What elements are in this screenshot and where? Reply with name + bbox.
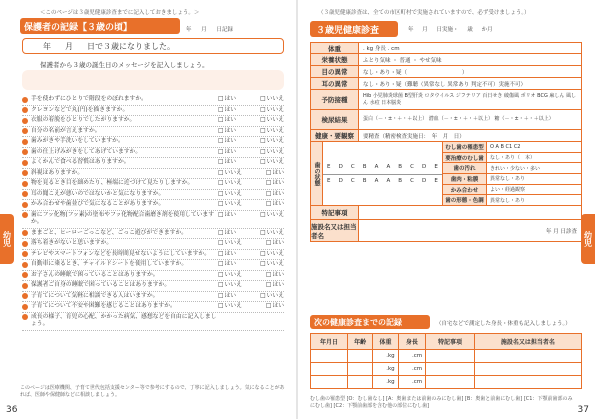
tooth-label[interactable]: D — [422, 164, 427, 170]
checklist-question: 歯みがきや手洗いをしていますか。 — [31, 138, 124, 144]
bullet-icon — [22, 230, 28, 236]
answer-checkbox[interactable]: □ はい — [218, 128, 236, 136]
health-row-value[interactable]: . kg 身長 . cm — [363, 46, 400, 52]
side-tab: 幼児 — [0, 214, 14, 264]
record-date: 年 月 日診査 — [545, 228, 577, 235]
checklist-answers — [218, 212, 284, 220]
teeth-side-row — [443, 153, 581, 164]
answer-checkbox[interactable]: □ いいえ — [218, 303, 242, 311]
checklist-question: お子さんの睡眠で困っていることはありますか。 — [31, 271, 159, 278]
checklist-answers — [218, 201, 284, 209]
bottom-note: むし歯の罹患型 [O：むし歯なし] [A：奥歯または前歯のみにむし歯] [B：奥歯と前歯にむし歯] [C1：下顎前歯部のみにむし歯] [C2：下顎前歯部を含む他の部位にむし歯] — [310, 396, 573, 409]
table-cell[interactable] — [474, 363, 581, 376]
answer-checkbox[interactable]: □ いいえ — [260, 107, 284, 115]
checklist-item — [22, 302, 284, 313]
bullet-icon — [22, 191, 28, 197]
page-number: 36 — [6, 405, 18, 415]
teeth-side-row — [443, 185, 581, 196]
answer-checkbox[interactable]: □ はい — [266, 240, 284, 248]
checklist-answers — [218, 128, 284, 136]
answer-checkbox[interactable]: □ いいえ — [260, 96, 284, 104]
table-header: 年月日 — [311, 334, 348, 350]
table-cell[interactable] — [311, 376, 348, 389]
checklist-answers — [218, 138, 284, 146]
checklist-question: クレヨンなどで丸(円)を描きますか。 — [31, 106, 129, 113]
tooth-label[interactable]: D — [422, 178, 427, 184]
answer-checkbox[interactable]: □ はい — [266, 170, 284, 178]
table-row — [311, 363, 582, 376]
checklist-item — [22, 127, 284, 138]
checklist-question: かみ合わせや歯並びで気になることがありますか。 — [31, 201, 165, 207]
checklist-question: 子育てについて不安や困難を感じることはありますか。 — [31, 303, 176, 309]
checklist-item — [22, 148, 284, 159]
bullet-icon — [22, 212, 28, 218]
answer-checkbox[interactable]: □ いいえ — [260, 159, 284, 167]
answer-checkbox[interactable]: □ はい — [266, 180, 284, 188]
answer-checkbox[interactable]: □ はい — [218, 149, 236, 157]
record-date[interactable]: 年 月 日記録 — [186, 27, 234, 33]
bullet-icon — [22, 139, 28, 145]
bullet-icon — [22, 272, 28, 278]
checklist-item — [22, 190, 284, 201]
table-cell[interactable] — [348, 350, 373, 363]
answer-checkbox[interactable]: □ いいえ — [260, 261, 284, 269]
answer-checkbox[interactable]: □ いいえ — [260, 117, 284, 125]
teeth-side-value[interactable]: よい・経過観察 — [490, 187, 526, 194]
answer-checkbox[interactable]: □ いいえ — [218, 201, 242, 209]
bullet-icon — [22, 314, 28, 320]
checklist-question: 斜視はありますか。 — [31, 169, 84, 176]
checklist-answers — [218, 117, 284, 125]
tooth-label[interactable]: B — [362, 178, 367, 184]
teeth-side-value[interactable]: きれい・少ない・多い — [490, 165, 541, 172]
checklist-answers — [218, 282, 284, 290]
teeth-section — [310, 142, 582, 206]
checklist-question: 歯にフッ化物(フッ素)の塗布やフッ化物配合歯磨き剤を使用していますか。 — [31, 211, 215, 225]
special-row: 特記事項 — [310, 206, 582, 220]
teeth-side-row — [443, 195, 581, 205]
checklist-item — [22, 250, 284, 261]
bullet-icon — [22, 170, 28, 176]
checklist-answers — [218, 170, 284, 178]
answer-checkbox[interactable]: □ はい — [218, 251, 236, 259]
answer-checkbox[interactable]: □ はい — [266, 201, 284, 209]
bullet-icon — [22, 262, 28, 268]
table-header: 年齢 — [348, 334, 373, 350]
checklist-item — [22, 292, 284, 303]
checklist-item — [22, 239, 284, 250]
tooth-label[interactable]: B — [362, 164, 367, 170]
answer-checkbox[interactable]: □ いいえ — [260, 293, 284, 301]
bullet-icon — [22, 128, 28, 134]
bullet-icon — [22, 202, 28, 208]
checklist-question: 落ち着きがないと思いますか。 — [31, 240, 113, 246]
checklist-item — [22, 137, 284, 148]
checklist-item — [22, 179, 284, 190]
answer-checkbox[interactable]: □ いいえ — [218, 170, 242, 178]
health-row — [310, 42, 582, 54]
checklist-question: 耳の聞こえが悪いのではないかと気になりますか。 — [31, 190, 165, 197]
next-section-title: 次の健康診査までの記録 — [310, 315, 430, 329]
checklist-answers — [218, 303, 284, 311]
checklist-question: 自動車に乗るとき、チャイルドシートを使用していますか。 — [31, 261, 188, 267]
health-row-label: 体重 — [311, 43, 359, 53]
tooth-label[interactable]: C — [410, 164, 414, 170]
tooth-label[interactable]: C — [350, 164, 355, 170]
checklist-question: 子育てについて気軽に相談できる人はいますか。 — [31, 292, 159, 299]
tooth-label[interactable]: C — [350, 178, 355, 184]
answer-checkbox[interactable]: □ いいえ — [218, 180, 242, 188]
teeth-side-label: 歯の汚れ — [443, 163, 487, 173]
teeth-side-value[interactable]: O A B C1 C2 — [490, 143, 521, 150]
tooth-label[interactable]: B — [398, 164, 403, 170]
teeth-side-value[interactable]: なし・あり（ 本） — [490, 155, 536, 161]
tooth-label[interactable]: D — [338, 164, 343, 170]
bullet-icon — [22, 181, 28, 187]
table-header: 特記事項 — [426, 334, 475, 350]
header-note: ＜このページは３歳児健康診査までに記入しておきましょう。＞ — [40, 10, 200, 16]
tooth-label[interactable]: A — [386, 164, 391, 170]
health-row-label: 健康・要観察 — [311, 130, 359, 141]
answer-checkbox[interactable]: □ いいえ — [260, 212, 284, 220]
health-row-value[interactable]: 蛋白（－・±・＋・＋以上） 潜血（－・±・＋・＋以上） 糖（－・±・＋・＋以上） — [363, 116, 554, 123]
header-note: （３歳児健康診査は、全ての市区町村で実施されていますので、必ず受けましょう。） — [318, 10, 530, 16]
table-row — [311, 350, 582, 363]
exam-date[interactable]: 年 月 日実施・ 歳 か月 — [408, 27, 493, 33]
checklist-question: テレビやスマートフォンなどを長時間見せないようにしていますか。 — [31, 250, 211, 257]
bullet-icon — [22, 160, 28, 166]
table-row — [311, 376, 582, 389]
checklist — [22, 95, 284, 331]
tooth-label[interactable]: E — [434, 178, 438, 184]
left-page — [0, 0, 297, 419]
checklist-item — [22, 281, 284, 292]
bullet-icon — [22, 283, 28, 289]
checklist-answers — [218, 230, 284, 238]
bottom-note: このページは医療機関、子育て世代包括支援センター等で参考にするので、丁寧に記入しましょう。気になることがあれば、医師や保健師などに相談しましょう。 — [20, 385, 285, 398]
answer-checkbox[interactable]: □ いいえ — [260, 149, 284, 157]
teeth-side-label: むし歯の罹患型 — [443, 142, 487, 152]
table-header: 身長 — [398, 334, 426, 350]
checklist-question: 歯の仕上げみがきをしてあげていますか。 — [31, 148, 142, 155]
answer-checkbox[interactable]: □ はい — [218, 230, 236, 238]
health-row-label: 予防接種 — [311, 90, 359, 109]
health-row — [310, 110, 582, 130]
health-row — [310, 66, 582, 78]
teeth-side-value[interactable]: 異常なし・あり — [490, 176, 526, 183]
table-cell[interactable] — [474, 350, 581, 363]
table-cell[interactable]: .kg — [373, 376, 398, 389]
checklist-answers — [218, 107, 284, 115]
tooth-label[interactable]: A — [386, 178, 391, 184]
checklist-item — [22, 211, 284, 229]
answer-checkbox[interactable]: □ はい — [266, 303, 284, 311]
answer-checkbox[interactable]: □ いいえ — [260, 138, 284, 146]
checklist-answers — [218, 293, 284, 301]
teeth-side-row — [443, 163, 581, 174]
tooth-label[interactable]: D — [338, 178, 343, 184]
message-label: 保護者から３歳の誕生日のメッセージを記入しましょう。 — [40, 61, 209, 69]
page-title: ３歳児健康診査 — [310, 21, 398, 37]
teeth-chart[interactable] — [323, 142, 443, 205]
teeth-side-label: 歯の形態・色調 — [443, 195, 487, 205]
answer-checkbox[interactable]: □ いいえ — [218, 282, 242, 290]
checklist-question: よくかんで食べる習慣はありますか。 — [31, 159, 130, 165]
table-cell[interactable]: .kg — [373, 363, 398, 376]
teeth-side-label: 要治療のむし歯 — [443, 153, 487, 163]
checklist-item — [22, 95, 284, 106]
health-row-value[interactable]: なし・あり・疑（難聴（異常なし 異常あり 判定不可）実施不可） — [363, 81, 526, 88]
table-cell[interactable] — [426, 376, 475, 389]
teeth-side-row — [443, 174, 581, 185]
health-row-label: 目の異常 — [311, 66, 359, 77]
checklist-item — [22, 229, 284, 240]
table-cell[interactable] — [426, 363, 475, 376]
table-cell[interactable]: .cm — [398, 350, 426, 363]
birthday-field[interactable]: 年 月 日で３歳になりました。 — [22, 38, 284, 54]
bullet-icon — [22, 107, 28, 113]
tooth-label[interactable]: E — [327, 178, 331, 184]
answer-checkbox[interactable]: □ いいえ — [218, 272, 242, 280]
health-row-label: 耳の異常 — [311, 78, 359, 89]
checklist-item — [22, 158, 284, 169]
answer-checkbox[interactable]: □ はい — [218, 261, 236, 269]
answer-checkbox[interactable]: □ はい — [266, 191, 284, 199]
answer-checkbox[interactable]: □ いいえ — [218, 191, 242, 199]
teeth-side-value[interactable]: 異常なし・あり — [490, 197, 526, 204]
tooth-label[interactable]: B — [398, 178, 403, 184]
checklist-item — [22, 271, 284, 282]
teeth-side-label: かみ合わせ — [443, 185, 487, 195]
answer-checkbox[interactable]: □ はい — [218, 107, 236, 115]
bullet-icon — [22, 97, 28, 103]
next-record-table — [310, 333, 582, 389]
teeth-side-label: 歯肉・粘膜 — [443, 174, 487, 184]
answer-checkbox[interactable]: □ いいえ — [260, 128, 284, 136]
tooth-label[interactable]: C — [410, 178, 414, 184]
answer-checkbox[interactable]: □ はい — [218, 212, 236, 220]
health-row — [310, 78, 582, 90]
bullet-icon — [22, 251, 28, 257]
answer-checkbox[interactable]: □ いいえ — [260, 251, 284, 259]
checklist-question: 自分の名前が言えますか。 — [31, 127, 101, 134]
checklist-item — [22, 169, 284, 180]
checklist-answers — [218, 272, 284, 280]
checklist-answers — [218, 180, 284, 188]
facility-row: 施設名又は担当者名 年 月 日診査 — [310, 220, 582, 242]
bullet-icon — [22, 293, 28, 299]
answer-checkbox[interactable]: □ はい — [218, 117, 236, 125]
table-cell[interactable] — [311, 350, 348, 363]
health-row-value[interactable]: 要精査（精密検査実施日： 年 月 日） — [363, 133, 465, 140]
checklist-question: 成長の様子、育児の心配、かかった病気、感想などを自由に記入しましょう。 — [31, 313, 217, 327]
health-row-value[interactable]: Hib 小児肺炎球菌 B型肝炎 ロタウイルス ジフテリア 百日せき 破傷風 ポリオ BCG 麻しん 風しん 水痘 日本脳炎 — [363, 93, 577, 106]
checklist-question: 保護者ご自身の睡眠で困っていることはありますか。 — [31, 282, 171, 288]
checklist-question: 衣服の着脱をひとりでしたがりますか。 — [31, 117, 136, 123]
answer-checkbox[interactable]: □ はい — [266, 272, 284, 280]
tooth-label[interactable]: E — [434, 164, 438, 170]
page-number: 37 — [577, 405, 589, 415]
health-check-grid — [310, 42, 582, 242]
checklist-item — [22, 313, 284, 331]
answer-checkbox[interactable]: □ はい — [266, 282, 284, 290]
health-row — [310, 54, 582, 66]
table-header: 施設名又は担当者名 — [474, 334, 581, 350]
answer-checkbox[interactable]: □ はい — [218, 96, 236, 104]
message-area[interactable] — [22, 70, 284, 90]
health-row — [310, 130, 582, 142]
checklist-answers — [218, 191, 284, 199]
checklist-answers — [218, 159, 284, 167]
bullet-icon — [22, 118, 28, 124]
answer-checkbox[interactable]: □ はい — [218, 293, 236, 301]
bullet-icon — [22, 149, 28, 155]
health-row-value[interactable]: ふとり気味 ・ 普通 ・ やせ気味 — [363, 57, 442, 64]
checklist-question: 物を見るとき目を細めたり、極端に近づけて見たりしますか。 — [31, 180, 194, 186]
checklist-item — [22, 200, 284, 211]
table-cell[interactable] — [348, 376, 373, 389]
answer-checkbox[interactable]: □ いいえ — [260, 230, 284, 238]
table-cell[interactable]: .cm — [398, 376, 426, 389]
table-cell[interactable]: .kg — [373, 350, 398, 363]
bullet-icon — [22, 304, 28, 310]
right-page — [298, 0, 595, 419]
checklist-answers — [218, 240, 284, 248]
next-section-note: （自宅などで測定した身長・体重も記入しましょう。） — [436, 321, 571, 327]
checklist-question: ままごと、ヒーローごっこなど、ごっこ遊びができますか。 — [31, 229, 188, 236]
checklist-question: 手を使わずにひとりで階段をのぼれますか。 — [31, 96, 147, 102]
health-row-label: 検尿結果 — [311, 110, 359, 129]
health-row — [310, 90, 582, 110]
tooth-label[interactable]: E — [327, 164, 331, 170]
bullet-icon — [22, 241, 28, 247]
health-row-label: 栄養状態 — [311, 54, 359, 65]
table-cell[interactable] — [348, 363, 373, 376]
side-tab: 幼児 — [581, 214, 595, 264]
checklist-item — [22, 116, 284, 127]
teeth-side-row — [443, 142, 581, 153]
health-row-value[interactable]: なし・あり・疑（ ） — [363, 69, 468, 76]
answer-checkbox[interactable]: □ いいえ — [218, 240, 242, 248]
teeth-label: 歯の状態 — [311, 142, 323, 205]
checklist-answers — [218, 96, 284, 104]
table-cell[interactable] — [426, 350, 475, 363]
table-cell[interactable] — [311, 363, 348, 376]
checklist-item — [22, 260, 284, 271]
answer-checkbox[interactable]: □ はい — [218, 138, 236, 146]
tooth-label[interactable]: A — [374, 164, 379, 170]
table-cell[interactable] — [474, 376, 581, 389]
table-header: 体重 — [373, 334, 398, 350]
page-title: 保護者の記録【３歳の頃】 — [20, 18, 180, 34]
checklist-answers — [218, 251, 284, 259]
tooth-label[interactable]: A — [374, 178, 379, 184]
checklist-answers — [218, 149, 284, 157]
checklist-answers — [218, 261, 284, 269]
table-cell[interactable]: .cm — [398, 363, 426, 376]
checklist-item — [22, 106, 284, 117]
answer-checkbox[interactable]: □ はい — [218, 159, 236, 167]
